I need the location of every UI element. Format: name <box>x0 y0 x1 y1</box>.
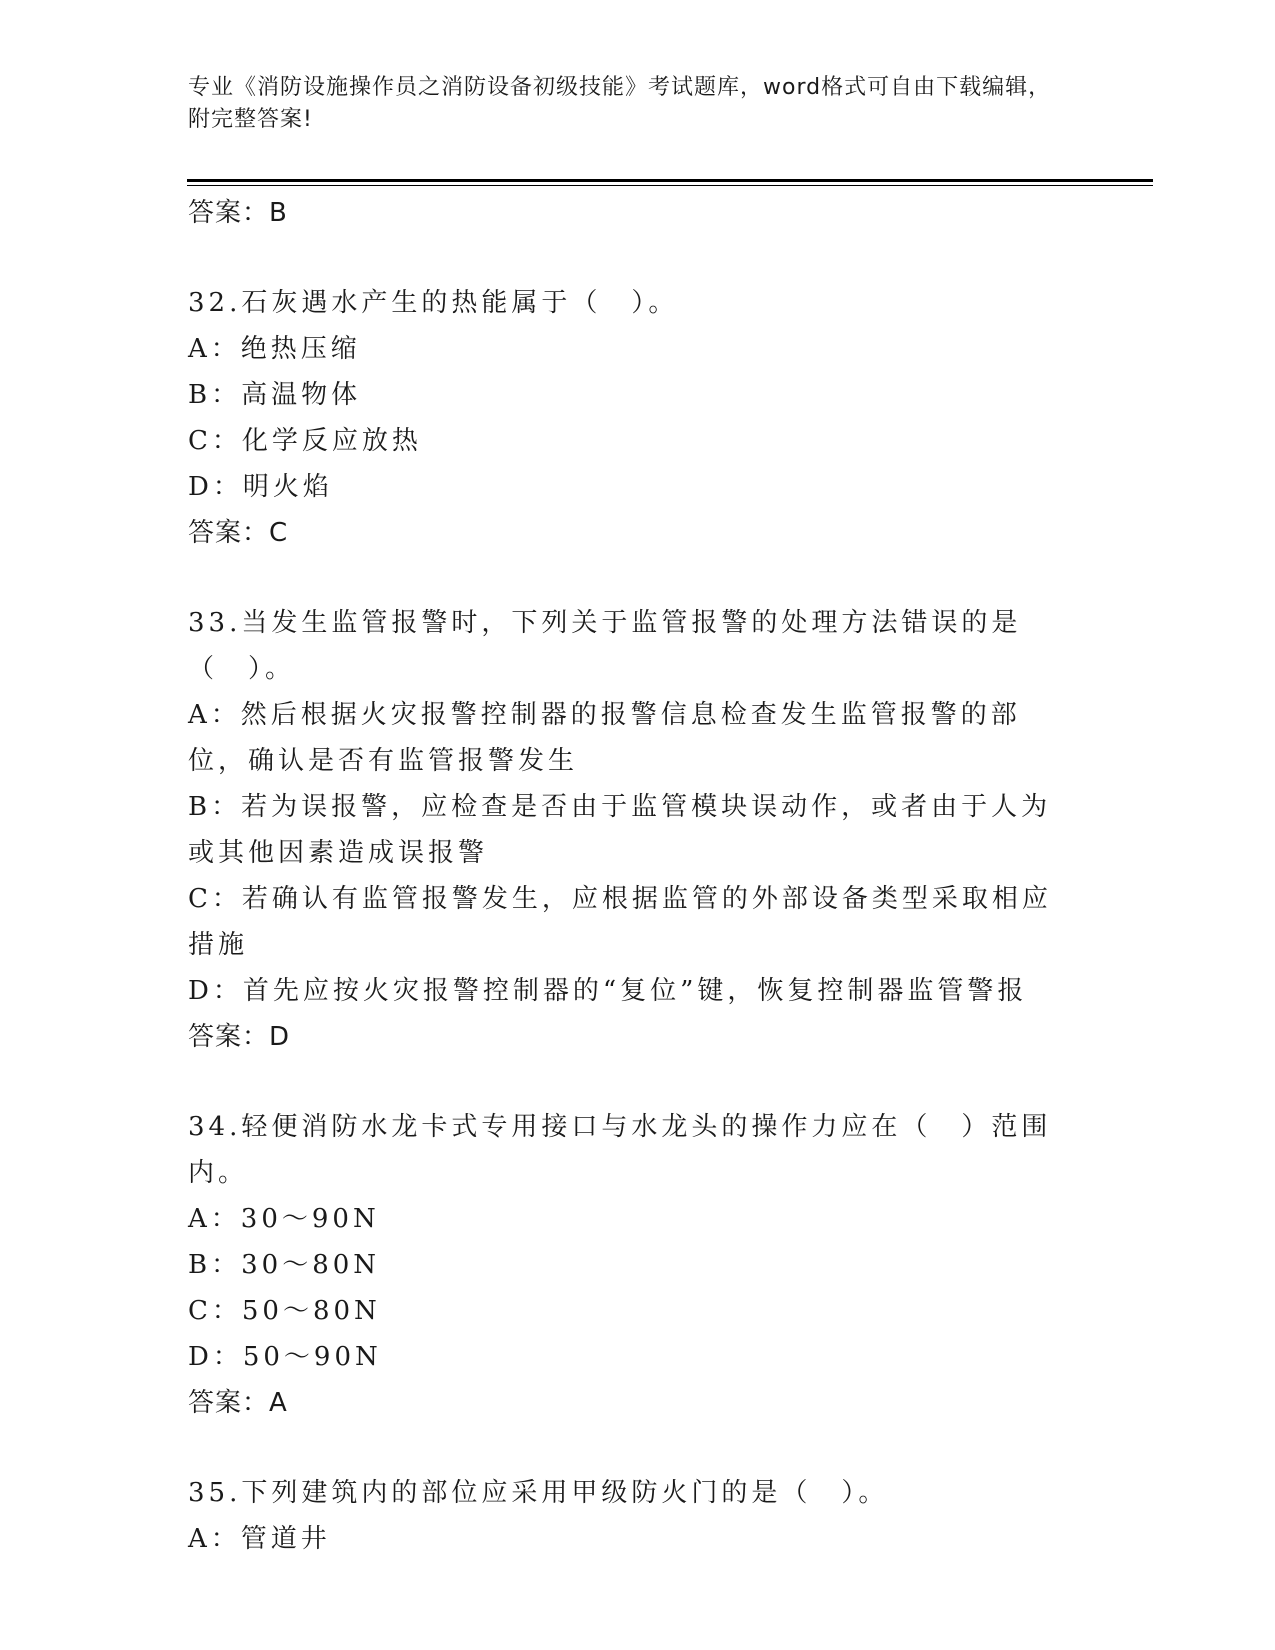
question-stem: 33.当发生监管报警时，下列关于监管报警的处理方法错误的是（ ）。 <box>188 608 1022 684</box>
option-a: A：然后根据火灾报警控制器的报警信息检查发生监管报警的部位，确认是否有监管报警发生 <box>188 700 1021 776</box>
question-33 <box>188 600 1078 1060</box>
question-35 <box>188 1470 1078 1562</box>
option-a: A：管道井 <box>188 1524 331 1554</box>
option-d: D：首先应按火灾报警控制器的“复位”键，恢复控制器监管警报 <box>188 976 1028 1006</box>
question-list <box>188 190 1078 1562</box>
question-stem: 32.石灰遇水产生的热能属于（ ）。 <box>188 288 679 318</box>
option-c: C：50～80N <box>188 1296 381 1326</box>
option-c: C：若确认有监管报警发生，应根据监管的外部设备类型采取相应措施 <box>188 884 1052 960</box>
question-stem: 35.下列建筑内的部位应采用甲级防火门的是（ ）。 <box>188 1478 889 1508</box>
option-d: D：明火焰 <box>188 472 333 502</box>
question-32 <box>188 280 1078 556</box>
option-b: B：若为误报警，应检查是否由于监管模块误动作，或者由于人为或其他因素造成误报警 <box>188 792 1052 868</box>
option-b: B：高温物体 <box>188 380 362 410</box>
option-a: A：绝热压缩 <box>188 334 361 364</box>
previous-answer: 答案：B <box>188 198 288 228</box>
option-d: D：50～90N <box>188 1342 382 1372</box>
option-c: C：化学反应放热 <box>188 426 422 456</box>
answer: 答案：D <box>188 1022 291 1052</box>
question-34 <box>188 1104 1078 1426</box>
option-b: B：30～80N <box>188 1250 381 1280</box>
answer: 答案：A <box>188 1388 288 1418</box>
answer: 答案：C <box>188 518 289 548</box>
page-header: 专业《消防设施操作员之消防设备初级技能》考试题库，word格式可自由下载编辑，附完整答案! <box>188 75 1052 132</box>
header-divider-thin <box>187 185 1153 186</box>
question-stem: 34.轻便消防水龙卡式专用接口与水龙头的操作力应在（ ）范围内。 <box>188 1112 1052 1188</box>
header-divider-thick <box>187 179 1153 182</box>
option-a: A：30～90N <box>188 1204 380 1234</box>
